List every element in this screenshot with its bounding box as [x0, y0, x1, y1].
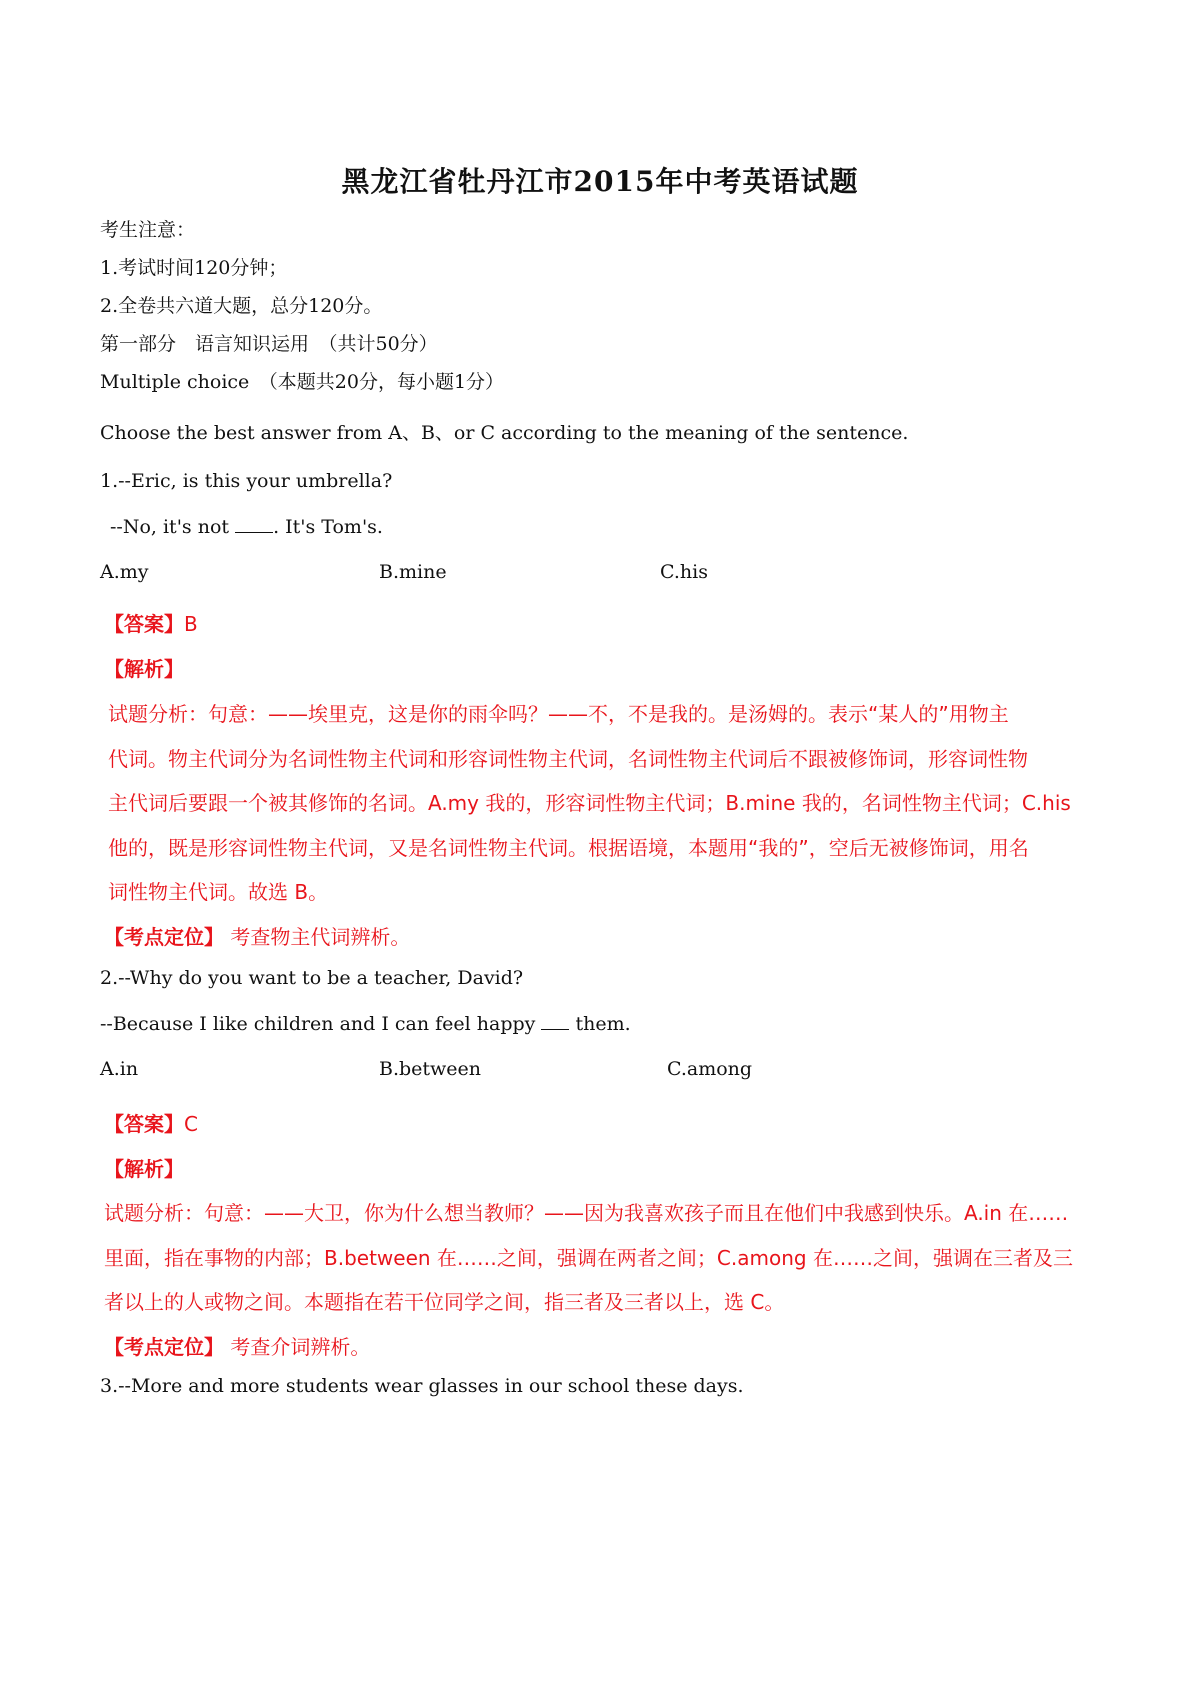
q2-point-text: 考查介词辨析。 — [230, 1335, 371, 1359]
q1-response-after: . It's Tom's. — [273, 516, 383, 538]
q1-analysis-label: 【解析】 — [104, 657, 184, 681]
q1-blank — [235, 514, 273, 533]
q1-answer-label: 【答案】 — [104, 612, 184, 636]
q2-point-label: 【考点定位】 — [104, 1335, 224, 1359]
instruction-text: Choose the best answer from A、B、or C according to the meaning of the sentence. — [100, 422, 909, 444]
q2-answer-label: 【答案】 — [104, 1112, 184, 1136]
q1-analysis-line-4: 他的，既是形容词性物主代词，又是名词性物主代词。根据语境，本题用“我的”，空后无被修饰词，用名 — [108, 836, 1029, 860]
q2-option-c: C.among — [667, 1058, 753, 1080]
q2-blank — [541, 1011, 569, 1030]
q2-answer-value: C — [184, 1112, 198, 1136]
q1-answer — [104, 610, 198, 638]
q1-response-before: --No, it's not — [110, 516, 236, 538]
q1-analysis-line-1: 试题分析：句意：——埃里克，这是你的雨伞吗？——不，不是我的。是汤姆的。表示“某人的”用物主 — [108, 702, 1009, 726]
q2-option-a: A.in — [100, 1058, 139, 1080]
q2-response-before: --Because I like children and I can feel happy — [100, 1013, 542, 1035]
q2-response — [100, 1011, 631, 1037]
q3-question: 3.--More and more students wear glasses in our school these days. — [100, 1375, 744, 1397]
q2-analysis-line-1: 试题分析：句意：——大卫，你为什么想当教师？——因为我喜欢孩子而且在他们中我感到快乐。A.in 在…… — [104, 1201, 1069, 1225]
q2-question: 2.--Why do you want to be a teacher, David? — [100, 967, 524, 989]
section-heading: Multiple choice （本题共20分，每小题1分） — [100, 371, 505, 393]
q1-analysis-line-5: 词性物主代词。故选 B。 — [108, 880, 329, 904]
q1-analysis-line-2: 代词。物主代词分为名词性物主代词和形容词性物主代词，名词性物主代词后不跟被修饰词，形容词性物 — [108, 747, 1028, 771]
q2-answer — [104, 1110, 198, 1138]
q1-question: 1.--Eric, is this your umbrella? — [100, 470, 393, 492]
notice-heading: 考生注意： — [100, 219, 196, 241]
q1-response — [110, 514, 383, 540]
q2-analysis-line-3: 者以上的人或物之间。本题指在若干位同学之间，指三者及三者以上，选 C。 — [104, 1290, 785, 1314]
document-title: 黑龙江省牡丹江市2015年中考英语试题 — [341, 165, 859, 198]
q1-analysis-line-3: 主代词后要跟一个被其修饰的名词。A.my 我的，形容词性物主代词；B.mine 我的，名词性物主代词；C.his — [108, 791, 1071, 815]
q1-option-a: A.my — [100, 561, 149, 583]
q1-option-b: B.mine — [379, 561, 447, 583]
q2-analysis-line-2: 里面，指在事物的内部；B.between 在……之间，强调在两者之间；C.among 在……之间，强调在三者及三 — [104, 1246, 1073, 1270]
q2-response-after: them. — [569, 1013, 631, 1035]
q1-point-label: 【考点定位】 — [104, 925, 224, 949]
q1-answer-value: B — [184, 612, 198, 636]
q2-point — [104, 1333, 370, 1361]
q1-point-text: 考查物主代词辨析。 — [230, 925, 411, 949]
part1-heading: 第一部分 语言知识运用 （共计50分） — [100, 333, 438, 355]
notice-line-1: 1.考试时间120分钟； — [100, 257, 288, 279]
q2-option-b: B.between — [379, 1058, 482, 1080]
q1-point — [104, 923, 410, 951]
notice-line-2: 2.全卷共六道大题，总分120分。 — [100, 295, 383, 317]
q1-option-c: C.his — [660, 561, 708, 583]
q2-analysis-label: 【解析】 — [104, 1157, 184, 1181]
